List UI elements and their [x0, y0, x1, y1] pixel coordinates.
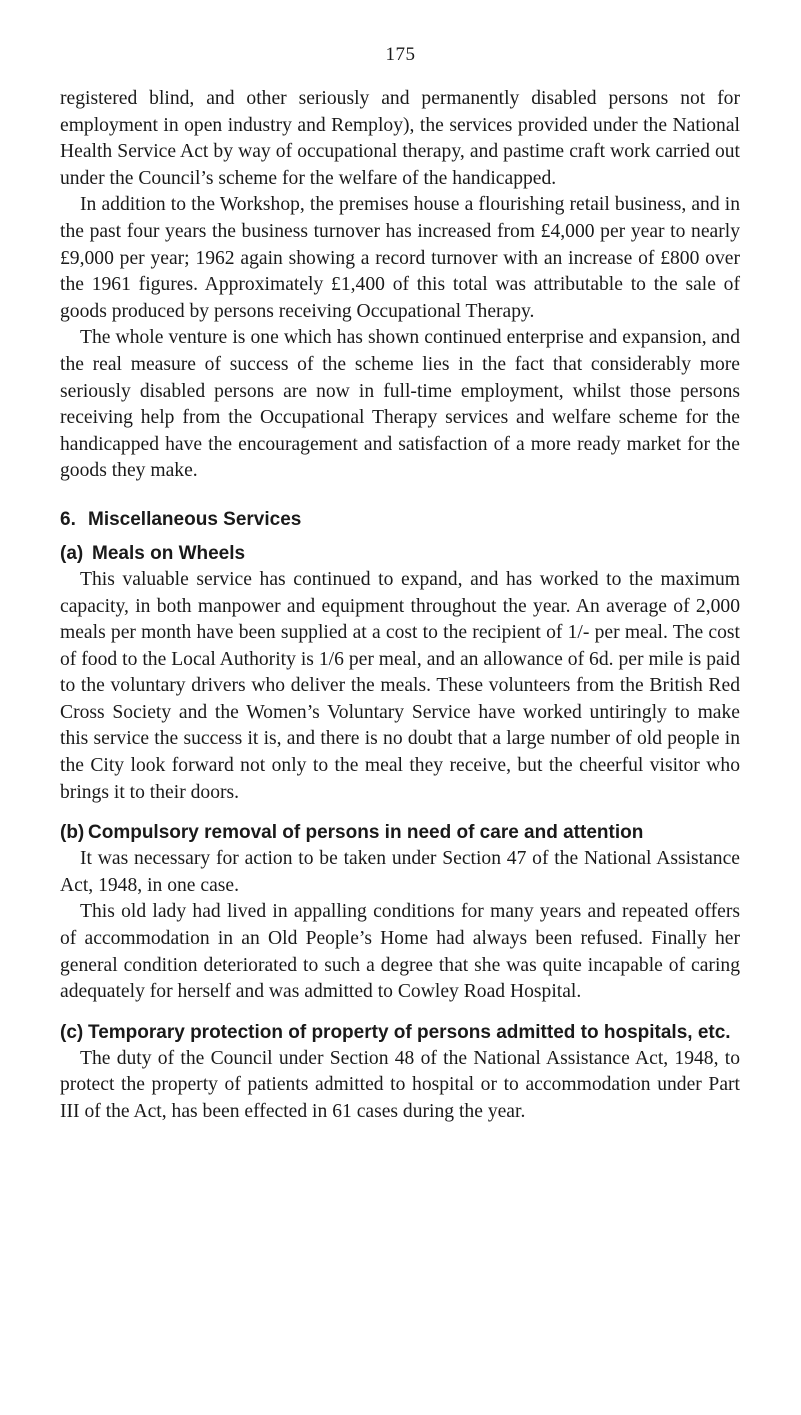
subsection-label: (a)	[60, 542, 84, 564]
paragraph-retail-business: In addition to the Workshop, the premises house a flourishing retail business, and in the past four years the business turnover has increased from £4,000 per year to nearly £9,000 per year; 1962 again showing a record turnover with an increase of £800 over the 1961 figures. Approximately £1,400 of this total was attributable to the sale of goods produced by persons receiving Occupational Therapy.	[60, 194, 740, 322]
subsection-label: (c)	[60, 1021, 84, 1043]
section-number: 6.	[60, 508, 76, 530]
subheading-temporary-protection	[60, 1020, 740, 1046]
subsection-title: Compulsory removal of persons in need of care and attention	[88, 822, 644, 844]
paragraph-section-48: The duty of the Council under Section 48 of the National Assistance Act, 1948, to protect the property of patients admitted to hospital or to accommodation under Part III of the Act, has been effected in 61 cases during the year.	[60, 1047, 740, 1122]
section-heading-miscellaneous	[60, 507, 740, 533]
paragraph-old-lady: This old lady had lived in appalling conditions for many years and repeated offers of accommodation in an Old People’s Home had always been refused. Finally her general condition deteriorated to such a degree that she was quite incapable of caring adequately for herself and was admitted to Cowley Road Hospital.	[60, 901, 740, 1003]
paragraph-section-47: It was necessary for action to be taken under Section 47 of the National Assistance Act, 1948, in one case.	[60, 848, 740, 896]
page-body	[60, 86, 740, 1126]
subheading-compulsory-removal	[60, 820, 740, 846]
subsection-title: Temporary protection of property of persons admitted to hospitals, etc.	[88, 1021, 731, 1043]
section-title: Miscellaneous Services	[88, 508, 302, 530]
page-number: 175	[385, 44, 416, 65]
subheading-meals-on-wheels	[60, 541, 740, 567]
paragraph-disabled-persons: registered blind, and other seriously and permanently disabled persons not for employment in open industry and Remploy), the services provided under the National Health Service Act by way of occupational therapy, and pastime craft work carried out under the Council’s scheme for the welfare of the handicapped.	[60, 88, 740, 189]
paragraph-meals-on-wheels: This valuable service has continued to expand, and has worked to the maximum capacity, in both manpower and equipment throughout the year. An average of 2,000 meals per month have been supplied at a cost to the recipient of 1/- per meal. The cost of food to the Local Authority is 1/6 per meal, and an allowance of 6d. per mile is paid to the voluntary drivers who deliver the meals. These volunteers from the British Red Cross Society and the Women’s Voluntary Service have worked untiringly to make this service the success it is, and there is no doubt that a large number of old people in the City look forward not only to the meal they receive, but the cheerful visitor who brings it to their doors.	[60, 568, 740, 803]
paragraph-venture: The whole venture is one which has shown continued enterprise and expansion, and the real measure of success of the scheme lies in the fact that considerably more seriously disabled persons are now in full-time employment, whilst those persons receiving help from the Occupational Therapy services and welfare scheme for the handicapped have the encouragement and satisfaction of a more ready market for the goods they make.	[60, 327, 740, 482]
subsection-label: (b)	[60, 822, 85, 844]
subsection-title: Meals on Wheels	[92, 542, 246, 564]
